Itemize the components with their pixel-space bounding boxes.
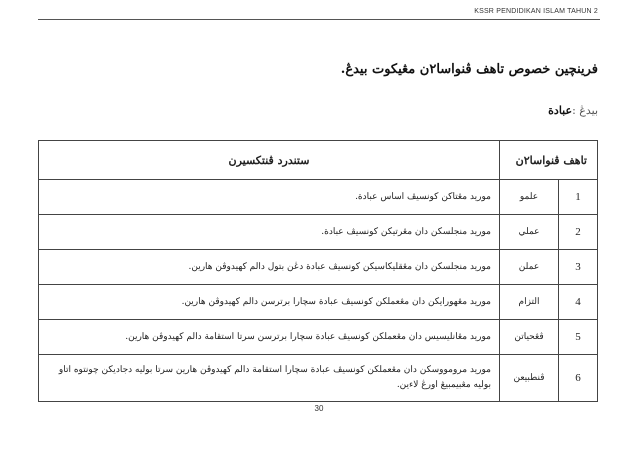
table-row [39, 355, 598, 402]
row-number: 2 [559, 215, 598, 250]
page-header: KSSR PENDIDIKAN ISLAM TAHUN 2 [474, 8, 598, 15]
table-row [39, 215, 598, 250]
table-row [39, 285, 598, 320]
topic-value: عبادة [548, 104, 573, 117]
row-aspect: علمو [500, 180, 559, 215]
row-description: موريد منجلسكن دان مڠقليكاسيكن كونسيڤ عبادة دڠن بتول دالم كهيدوڤن هارين. [39, 250, 500, 285]
table-row [39, 250, 598, 285]
page-number: 30 [314, 404, 324, 413]
row-number: 6 [559, 355, 598, 402]
row-number: 3 [559, 250, 598, 285]
table-header-row [39, 141, 598, 180]
table-row [39, 180, 598, 215]
column-header-focus: ستندرد ڤنتكسيرن [39, 141, 500, 180]
row-description: موريد مڠتاكن كونسيڤ اساس عبادة. [39, 180, 500, 215]
table-row [39, 320, 598, 355]
row-aspect: التزام [500, 285, 559, 320]
column-header-aspect: تاهف ڤنواسا٢ن [500, 141, 598, 180]
row-description: موريد منجلسكن دان مڠرتيكن كونسيڤ عبادة. [39, 215, 500, 250]
row-aspect: عملي [500, 215, 559, 250]
header-rule [38, 19, 600, 20]
row-number: 4 [559, 285, 598, 320]
document-title: فرينچين خصوص تاهف ڤنواسا٢ن مڠيكوت بيدڠ. [340, 62, 598, 77]
topic-separator: : [572, 104, 580, 117]
row-description: موريد مڠانليسيس دان مڠعملكن كونسيڤ عبادة سچارا برترسن سرتا استقامة دالم كهيدوڤن هارين. [39, 320, 500, 355]
topic-label: بيدڠ [579, 104, 598, 117]
row-number: 1 [559, 180, 598, 215]
row-aspect: ڤڠحياتن [500, 320, 559, 355]
row-description: موريد مڠهورايكن دان مڠعملكن كونسيڤ عبادة سچارا برترسن دالم كهيدوڤن هارين. [39, 285, 500, 320]
assessment-table [38, 140, 598, 402]
row-number: 5 [559, 320, 598, 355]
row-description: موريد مرومووسكن دان مڠعملكن كونسيڤ عبادة سچارا استقامة دالم كهيدوڤن هارين سرتا بوليه دجاديكن چونتوه اتاو بوليه مڠبيمبيڠ اورڠ لاءين. [39, 355, 500, 402]
row-aspect: ڤنطبيعن [500, 355, 559, 402]
topic-line [548, 104, 598, 117]
row-aspect: عملن [500, 250, 559, 285]
